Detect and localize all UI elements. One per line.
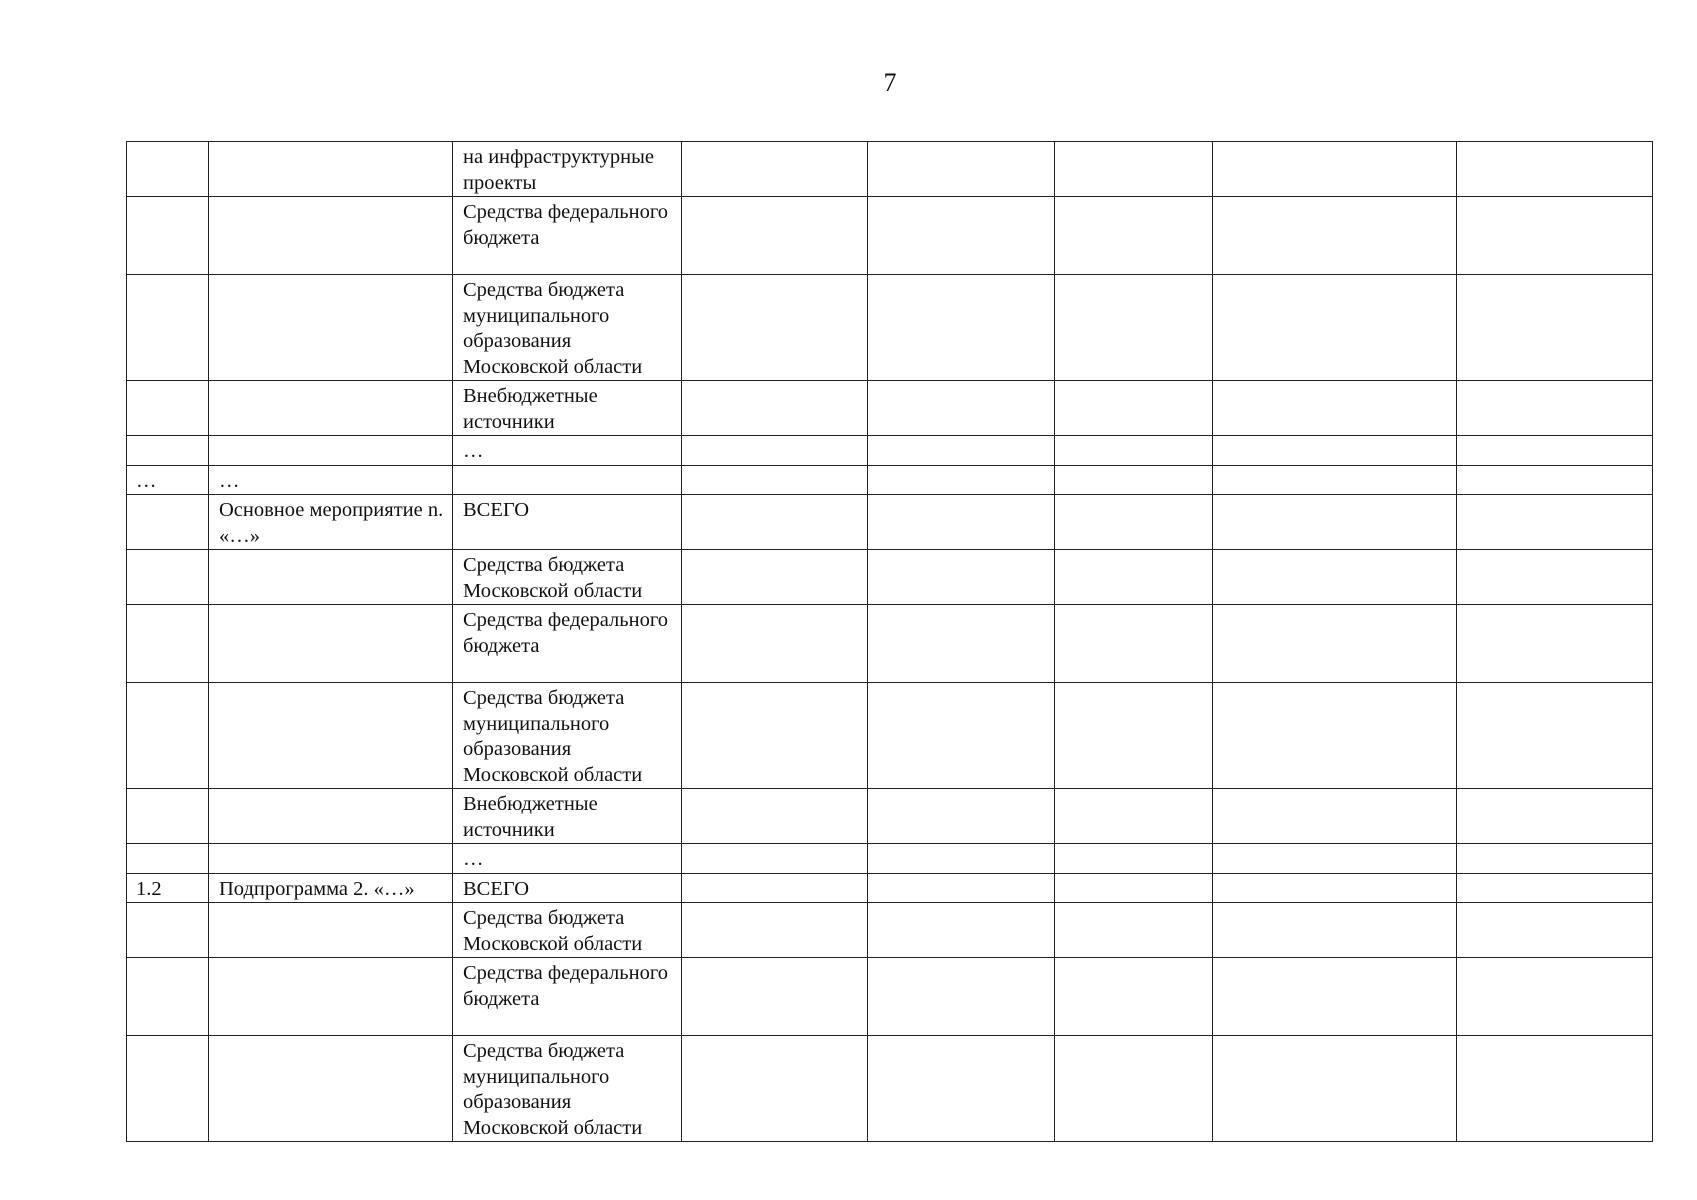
- value-cell: [868, 844, 1055, 874]
- row-number-cell: [127, 789, 209, 844]
- table-row: [127, 197, 1653, 275]
- name-cell: [209, 1036, 453, 1142]
- row-number-cell: [127, 465, 209, 495]
- value-cell: [1457, 381, 1653, 436]
- row-number: …: [136, 469, 157, 492]
- table-row: [127, 903, 1653, 958]
- name-cell: [209, 495, 453, 550]
- funding-source: ВСЕГО: [463, 499, 530, 521]
- source-cell: [453, 958, 682, 1036]
- value-cell: [1457, 550, 1653, 605]
- value-cell: [1457, 275, 1653, 381]
- value-cell: [1457, 1036, 1653, 1142]
- funding-source: Внебюджетные источники: [463, 793, 598, 841]
- activity-name: Подпрограмма 2. «…»: [219, 877, 415, 900]
- value-cell: [1213, 550, 1457, 605]
- value-cell: [1213, 683, 1457, 789]
- value-cell: [682, 550, 868, 605]
- value-cell: [868, 903, 1055, 958]
- value-cell: [1055, 605, 1213, 683]
- funding-source: …: [463, 848, 484, 870]
- row-number-cell: [127, 436, 209, 466]
- row-number-cell: [127, 605, 209, 683]
- funding-source: на инфраструктурные проекты: [463, 146, 655, 194]
- table-row: [127, 1036, 1653, 1142]
- source-cell: [453, 903, 682, 958]
- value-cell: [682, 789, 868, 844]
- table-row: [127, 873, 1653, 903]
- name-cell: [209, 436, 453, 466]
- funding-source: Средства бюджета муниципального образования Московской области: [463, 687, 643, 786]
- source-cell: [453, 844, 682, 874]
- funding-source: Средства федерального бюджета: [463, 609, 668, 657]
- activity-name: …: [219, 469, 240, 492]
- table-row: [127, 381, 1653, 436]
- source-cell: [453, 275, 682, 381]
- name-cell: [209, 789, 453, 844]
- value-cell: [682, 873, 868, 903]
- value-cell: [1457, 197, 1653, 275]
- value-cell: [1213, 958, 1457, 1036]
- value-cell: [868, 142, 1055, 197]
- value-cell: [1457, 789, 1653, 844]
- value-cell: [868, 958, 1055, 1036]
- funding-source: …: [463, 440, 484, 462]
- value-cell: [1055, 465, 1213, 495]
- row-number-cell: [127, 197, 209, 275]
- value-cell: [1213, 789, 1457, 844]
- value-cell: [868, 550, 1055, 605]
- value-cell: [1213, 197, 1457, 275]
- value-cell: [682, 142, 868, 197]
- value-cell: [1055, 1036, 1213, 1142]
- name-cell: [209, 381, 453, 436]
- name-cell: [209, 683, 453, 789]
- table-row: [127, 844, 1653, 874]
- name-cell: [209, 844, 453, 874]
- source-cell: [453, 550, 682, 605]
- source-cell: [453, 495, 682, 550]
- funding-source: Внебюджетные источники: [463, 385, 598, 433]
- funding-source: ВСЕГО: [463, 877, 530, 900]
- value-cell: [682, 197, 868, 275]
- value-cell: [682, 381, 868, 436]
- value-cell: [868, 465, 1055, 495]
- activity-name: Основное мероприятие n. «…»: [219, 499, 444, 547]
- table-row: [127, 683, 1653, 789]
- value-cell: [682, 465, 868, 495]
- funding-source: Средства бюджета Московской области: [463, 907, 643, 955]
- row-number: 1.2: [136, 877, 162, 900]
- row-number-cell: [127, 381, 209, 436]
- value-cell: [868, 1036, 1055, 1142]
- funding-source: Средства бюджета Московской области: [463, 554, 643, 602]
- source-cell: [453, 683, 682, 789]
- name-cell: [209, 873, 453, 903]
- value-cell: [682, 275, 868, 381]
- source-cell: [453, 142, 682, 197]
- source-cell: [453, 789, 682, 844]
- value-cell: [682, 436, 868, 466]
- row-number-cell: [127, 275, 209, 381]
- value-cell: [682, 605, 868, 683]
- value-cell: [868, 275, 1055, 381]
- value-cell: [1457, 844, 1653, 874]
- value-cell: [682, 683, 868, 789]
- value-cell: [1055, 789, 1213, 844]
- table-row: [127, 142, 1653, 197]
- value-cell: [1457, 142, 1653, 197]
- value-cell: [1457, 605, 1653, 683]
- row-number-cell: [127, 550, 209, 605]
- value-cell: [1055, 495, 1213, 550]
- table-row: [127, 495, 1653, 550]
- value-cell: [1213, 142, 1457, 197]
- value-cell: [868, 873, 1055, 903]
- row-number-cell: [127, 958, 209, 1036]
- value-cell: [1213, 436, 1457, 466]
- value-cell: [682, 844, 868, 874]
- value-cell: [1055, 550, 1213, 605]
- value-cell: [1055, 142, 1213, 197]
- name-cell: [209, 903, 453, 958]
- page-number: 7: [883, 68, 897, 97]
- name-cell: [209, 465, 453, 495]
- value-cell: [1213, 1036, 1457, 1142]
- row-number-cell: [127, 495, 209, 550]
- table-row: [127, 275, 1653, 381]
- value-cell: [868, 436, 1055, 466]
- funding-source: Средства бюджета муниципального образования Московской области: [463, 1040, 643, 1139]
- name-cell: [209, 142, 453, 197]
- row-number-cell: [127, 873, 209, 903]
- name-cell: [209, 197, 453, 275]
- value-cell: [1213, 465, 1457, 495]
- value-cell: [1055, 436, 1213, 466]
- value-cell: [1213, 873, 1457, 903]
- source-cell: [453, 605, 682, 683]
- value-cell: [1055, 903, 1213, 958]
- funding-source: Средства федерального бюджета: [463, 962, 668, 1010]
- value-cell: [1055, 958, 1213, 1036]
- value-cell: [868, 197, 1055, 275]
- source-cell: [453, 465, 682, 495]
- row-number-cell: [127, 683, 209, 789]
- value-cell: [682, 958, 868, 1036]
- value-cell: [682, 495, 868, 550]
- name-cell: [209, 605, 453, 683]
- source-cell: [453, 381, 682, 436]
- table-row: [127, 789, 1653, 844]
- value-cell: [1055, 275, 1213, 381]
- value-cell: [1457, 495, 1653, 550]
- value-cell: [1055, 197, 1213, 275]
- row-number-cell: [127, 903, 209, 958]
- name-cell: [209, 958, 453, 1036]
- funding-source: Средства федерального бюджета: [463, 201, 668, 249]
- row-number-cell: [127, 844, 209, 874]
- value-cell: [868, 605, 1055, 683]
- source-cell: [453, 873, 682, 903]
- value-cell: [1213, 903, 1457, 958]
- value-cell: [1213, 275, 1457, 381]
- value-cell: [868, 683, 1055, 789]
- value-cell: [1213, 495, 1457, 550]
- value-cell: [1213, 844, 1457, 874]
- value-cell: [868, 381, 1055, 436]
- value-cell: [1457, 465, 1653, 495]
- name-cell: [209, 275, 453, 381]
- value-cell: [1055, 381, 1213, 436]
- row-number-cell: [127, 1036, 209, 1142]
- source-cell: [453, 1036, 682, 1142]
- value-cell: [1055, 873, 1213, 903]
- value-cell: [1055, 683, 1213, 789]
- source-cell: [453, 197, 682, 275]
- value-cell: [1457, 958, 1653, 1036]
- value-cell: [868, 495, 1055, 550]
- value-cell: [868, 789, 1055, 844]
- value-cell: [1457, 683, 1653, 789]
- table-row: [127, 605, 1653, 683]
- value-cell: [1457, 903, 1653, 958]
- table-row: [127, 550, 1653, 605]
- value-cell: [682, 1036, 868, 1142]
- value-cell: [1213, 605, 1457, 683]
- funding-source: Средства бюджета муниципального образования Московской области: [463, 279, 643, 378]
- value-cell: [1213, 381, 1457, 436]
- row-number-cell: [127, 142, 209, 197]
- name-cell: [209, 550, 453, 605]
- financing-table: [126, 141, 1653, 1142]
- value-cell: [1457, 873, 1653, 903]
- source-cell: [453, 436, 682, 466]
- value-cell: [1457, 436, 1653, 466]
- value-cell: [1055, 844, 1213, 874]
- table-row: [127, 465, 1653, 495]
- table-row: [127, 436, 1653, 466]
- value-cell: [682, 903, 868, 958]
- table-row: [127, 958, 1653, 1036]
